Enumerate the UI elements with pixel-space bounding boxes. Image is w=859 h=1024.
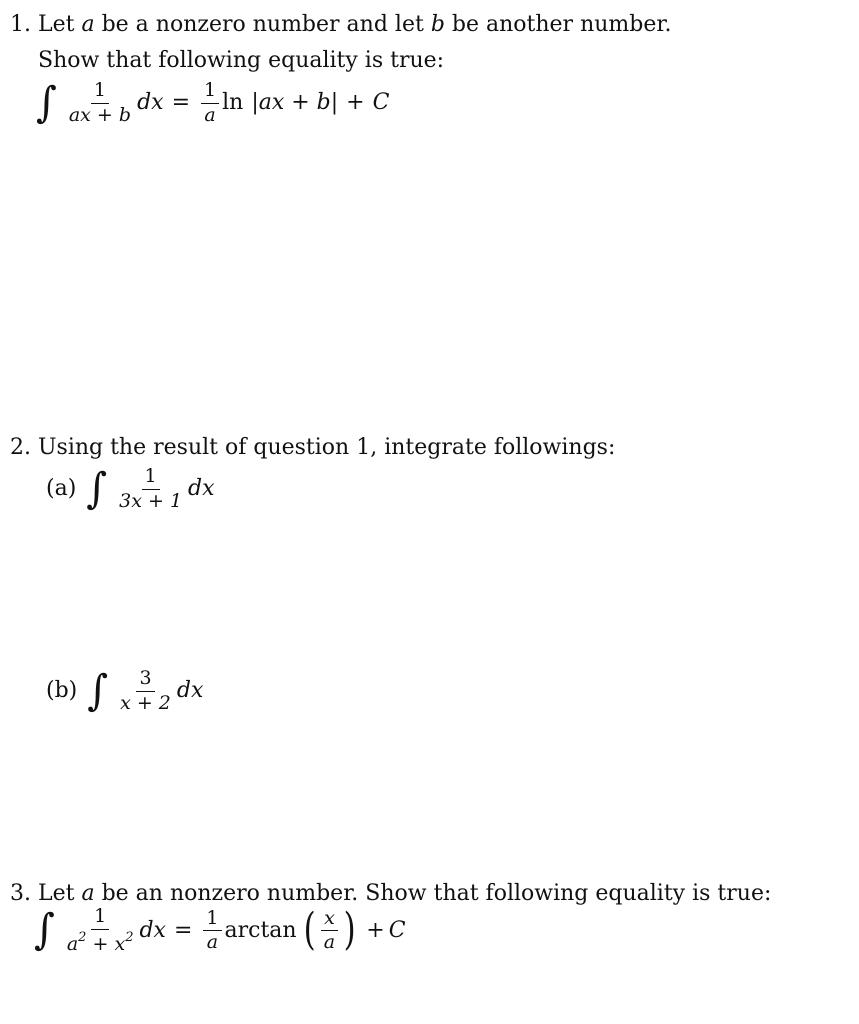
integral-sign: ∫ [86,464,108,514]
q2a-problem [46,466,215,512]
q3-rhs-fraction: $\frac{1}{a}$ [203,908,221,954]
q3-close-paren: ) [343,904,356,956]
integral-sign: ∫ [34,906,55,955]
q2b-fraction: $\frac{3}{x + 2}$ [120,667,171,714]
q3-constant: C [388,917,406,943]
q3-statement: 3. Let a be an nonzero number. Show that following equality is true: [10,881,772,906]
integral-sign: ∫ [87,666,109,716]
q2b-dx: dx [176,678,204,704]
q1-instruction: Show that following equality is true: [38,48,445,73]
q1-rhs-fraction: $\frac{1}{a}$ [201,80,219,126]
q2b-label: (b) [46,678,78,704]
q1-constant: C [372,90,390,116]
q3-dx: dx [139,917,166,943]
q1-lhs-fraction: $\frac{1}{ax + b}$ [68,79,132,126]
q3-equation: ∫ $\frac{1}{a^2 + x^2}$ dx = $\frac{1}{a}$ arctan ( $\frac{x}{a}$ ) + C [34,904,406,956]
q3-equals: = [173,917,193,943]
q3-lhs-fraction: $\frac{1}{a^2 + x^2}$ [66,905,134,955]
q1-abs: |ax + b| [251,90,339,116]
q3-inner-fraction: $\frac{x}{a}$ [321,908,338,954]
q3-arctan: arctan [224,917,297,943]
q1-dx: dx [137,90,164,116]
q2a-label: (a) [46,476,77,502]
q2b-problem [46,668,203,714]
q1-var-a: a [81,12,95,37]
q2a-fraction: $\frac{1}{3x + 1}$ [119,465,183,512]
q3-open-paren: ( [303,904,316,956]
q1-ln: ln [222,90,244,116]
q1-var-b: b [430,12,445,37]
q1-equation: ∫ $\frac{1}{ax + b}$ dx = $\frac{1}{a}$ ln |ax + b| + C [36,78,390,128]
q2-statement: 2. Using the result of question 1, integrate followings: [10,435,616,460]
q1-statement: 1. Let a be a nonzero number and let b be another number. [10,12,672,37]
q3-var-a: a [81,881,95,906]
integral-sign: ∫ [36,78,57,128]
q1-equals: = [171,90,190,116]
q2a-dx: dx [188,476,215,502]
